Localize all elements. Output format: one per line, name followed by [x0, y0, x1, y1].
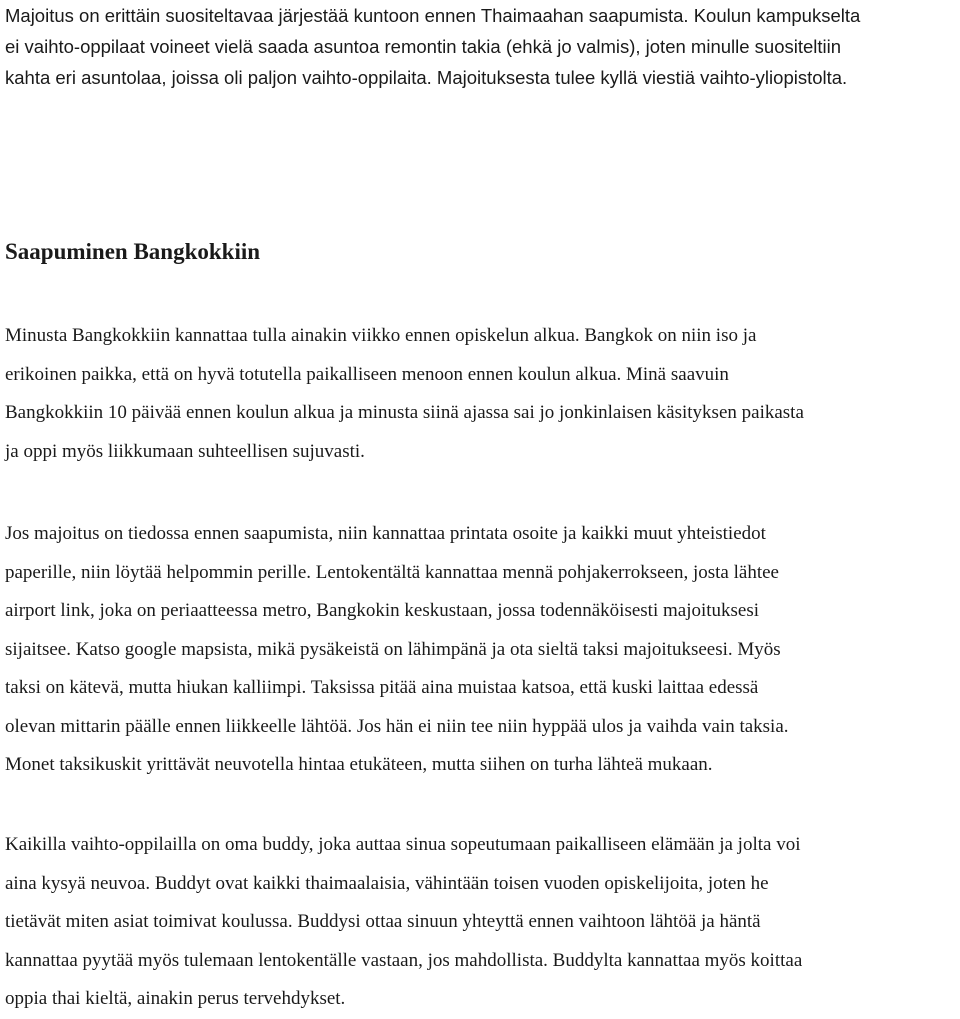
text-line: oppia thai kieltä, ainakin perus tervehdykset. — [5, 988, 346, 1009]
paragraph-arrival-timing — [5, 317, 957, 471]
intro-paragraph — [5, 0, 957, 93]
text-line: Majoitus on erittäin suositeltavaa järjestää kuntoon ennen Thaimaahan saapumista. Koulun kampukselta — [5, 5, 861, 26]
text-line: sijaitsee. Katso google mapsista, mikä pysäkeistä on lähimpänä ja ota sieltä taksi majoitukseesi. Myös — [5, 638, 781, 660]
section-heading: Saapuminen Bangkokkiin — [5, 239, 261, 264]
text-line: tietävät miten asiat toimivat koulussa. Buddysi ottaa sinuun yhteyttä ennen vaihtoon lähtöä ja häntä — [5, 911, 761, 932]
text-line: ja oppi myös liikkumaan suhteellisen sujuvasti. — [5, 440, 365, 462]
text-line: aina kysyä neuvoa. Buddyt ovat kaikki thaimaalaisia, vähintään toisen vuoden opiskelijoita, joten he — [5, 872, 769, 894]
text-line: Jos majoitus on tiedossa ennen saapumista, niin kannattaa printata osoite ja kaikki muut yhteistiedot — [5, 523, 766, 544]
text-line: erikoinen paikka, että on hyvä totutella paikalliseen menoon ennen koulun alkua. Minä saavuin — [5, 363, 729, 385]
text-line: ei vaihto-oppilaat voineet vielä saada asuntoa remontin takia (ehkä jo valmis), joten minulle suositeltiin — [5, 36, 842, 57]
text-line: kahta eri asuntolaa, joissa oli paljon vaihto-oppilaita. Majoituksesta tulee kyllä viestiä vaihto-yliopistolta. — [5, 67, 848, 88]
text-line: Monet taksikuskit yrittävät neuvotella hintaa etukäteen, mutta siihen on turha lähteä mukaan. — [5, 754, 713, 775]
paragraph-buddy — [5, 826, 957, 1019]
text-line: airport link, joka on periaatteessa metro, Bangkokin keskustaan, jossa todennäköisesti majoituksesi — [5, 600, 760, 621]
text-line: olevan mittarin päälle ennen liikkeelle lähtöä. Jos hän ei niin tee niin hyppää ulos ja vaihda vain taksia. — [5, 715, 789, 737]
paragraph-getting-there — [5, 515, 957, 785]
text-line: paperille, niin löytää helpommin perille. Lentokentältä kannattaa mennä pohjakerrokseen, josta lähtee — [5, 561, 779, 583]
text-line: kannattaa pyytää myös tulemaan lentokentälle vastaan, jos mahdollista. Buddylta kannattaa myös koittaa — [5, 949, 803, 971]
text-line: Kaikilla vaihto-oppilailla on oma buddy, joka auttaa sinua sopeutumaan paikalliseen elämään ja jolta voi — [5, 834, 801, 855]
text-line: Minusta Bangkokkiin kannattaa tulla ainakin viikko ennen opiskelun alkua. Bangkok on niin iso ja — [5, 325, 757, 346]
text-line: taksi on kätevä, mutta hiukan kalliimpi. Taksissa pitää aina muistaa katsoa, että kuski laittaa edessä — [5, 677, 759, 698]
text-line: Bangkokkiin 10 päivää ennen koulun alkua ja minusta siinä ajassa sai jo jonkinlaisen käsityksen paikasta — [5, 402, 804, 423]
